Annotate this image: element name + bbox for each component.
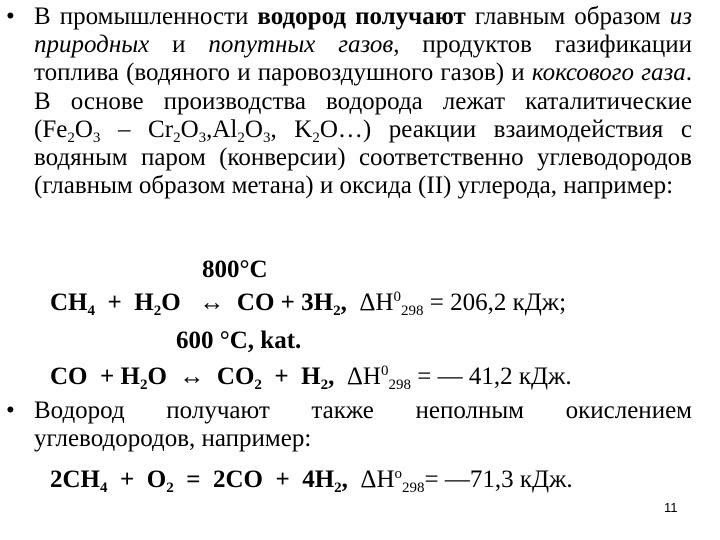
italic-phrase-coke: коксового газа <box>531 59 686 87</box>
equilibrium-arrow-icon: ↔ <box>179 363 205 390</box>
italic-phrase-natural: из природных <box>34 3 693 59</box>
condition-800: 800°C <box>202 256 268 283</box>
equation-methane-steam: $CH_4 + H_2O$ ↔ CO + $3H_2$, $\Delta H^0_{298} = 206,2$ кДж; <box>50 289 567 319</box>
bold-phrase: водород получают <box>257 3 466 30</box>
paragraph-production: В промышленности водород получают главным образом из природных и попутных газов, продуктов газификации топлива (водяного и паровоздушного газов) и коксового газа. В основе производства водорода лежат каталитические ($Fe_2O_3 - Cr_2O_3,Al_2O_3$, $K_2O\dots$) реакции взаимодействия с водяным паром (конверсии) соответственно углеводородов (главным образом метана) и оксида (II) углерода, например: <box>34 3 693 200</box>
condition-600-kat: 600 °C, kat. <box>176 327 302 354</box>
paragraph-partial-oxidation: Водород получают также неполным окислением углеводородов, например: <box>34 397 692 453</box>
italic-phrase-associated: попутных газов <box>208 31 394 59</box>
equation-co-shift: CO + $H_2O$ ↔ $CO_2 + H_2$, $\Delta H^0_{298}$ = — 41,2 кДж. <box>50 363 572 393</box>
page-number: 11 <box>664 500 678 515</box>
equation-partial-oxidation: $2CH_4 + O_2 = 2CO + 4H_2$, $\Delta H^o_{298}=$ —71,3 кДж. <box>50 466 573 496</box>
bullet-1: • <box>6 3 15 30</box>
equilibrium-arrow-icon: ↔ <box>199 289 225 316</box>
bullet-2: • <box>6 397 15 424</box>
